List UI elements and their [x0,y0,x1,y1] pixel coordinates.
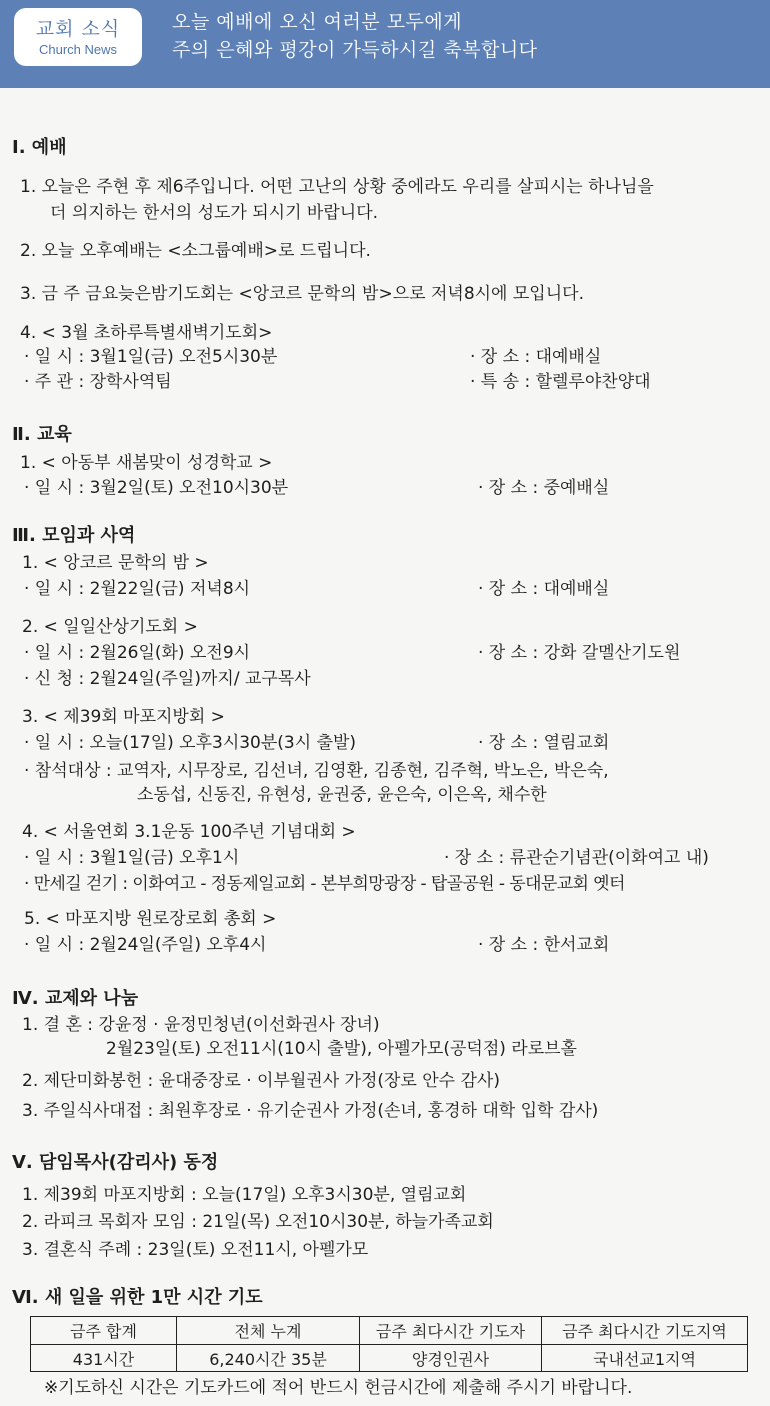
prayer-table-value-row [31,1345,748,1372]
section-worship-title: Ⅰ. 예배 [12,137,67,158]
meeting-item-3-attendees: · 참석대상 : 교역자, 시무장로, 김선녀, 김영환, 김종현, 김주혁, 박노은, 박은숙, [24,761,609,781]
badge-title-ko: 교회 소식 [35,18,121,40]
meeting-item-5-date: · 일 시 : 2월24일(주일) 오후4시 [24,935,267,955]
section-meetings-title: Ⅲ. 모임과 사역 [12,525,136,546]
prayer-note: ※기도하신 시간은 기도카드에 적어 반드시 헌금시간에 제출해 주시기 바랍니다. [44,1378,633,1398]
meeting-item-4-date: · 일 시 : 3월1일(금) 오후1시 [24,848,240,868]
badge-title-en: Church News [38,42,118,57]
fellowship-item-1: 1. 결 혼 : 강윤정 · 윤정민청년(이선화권사 장녀) [22,1015,380,1035]
section-pastor-title: Ⅴ. 담임목사(감리사) 동정 [12,1152,219,1173]
fellowship-item-1-cont: 2월23일(토) 오전11시(10시 출발), 아펠가모(공덕점) 라로브홀 [106,1039,577,1059]
worship-item-4-host: · 주 관 : 장학사역팀 [24,372,172,392]
prayer-header-weekly-total: 금주 합계 [31,1317,177,1345]
prayer-weekly-total: 431시간 [31,1345,177,1372]
meeting-item-1-date: · 일 시 : 2월22일(금) 저녁8시 [24,579,251,599]
meeting-item-4-place: · 장 소 : 류관순기념관(이화여고 내) [444,848,709,868]
meeting-item-5: 5. < 마포지방 원로장로회 총회 > [24,909,277,929]
prayer-header-top-person: 금주 최다시간 기도자 [360,1317,542,1345]
section-education-title: Ⅱ. 교육 [12,424,72,445]
pastor-item-1: 1. 제39회 마포지방회 : 오늘(17일) 오후3시30분, 열림교회 [22,1185,467,1205]
prayer-header-top-region: 금주 최다시간 기도지역 [542,1317,748,1345]
pastor-item-2: 2. 라피크 목회자 모임 : 21일(목) 오전10시30분, 하늘가족교회 [22,1212,494,1232]
prayer-summary-table [30,1316,748,1372]
education-item-1: 1. < 아동부 새봄맞이 성경학교 > [20,453,273,473]
worship-item-4-date: · 일 시 : 3월1일(금) 오전5시30분 [24,347,278,367]
prayer-cumulative: 6,240시간 35분 [177,1345,360,1372]
worship-item-1: 1. 오늘은 주현 후 제6주입니다. 어떤 고난의 상황 중에라도 우리를 살피시는 하나님을 [20,177,654,197]
pastor-item-3: 3. 결혼식 주례 : 23일(토) 오전11시, 아펠가모 [22,1240,369,1260]
church-news-badge [14,8,142,66]
section-fellowship-title: Ⅳ. 교제와 나눔 [12,988,139,1009]
education-item-1-place: · 장 소 : 중예배실 [478,478,610,498]
greeting-line-2: 주의 은혜와 평강이 가득하시길 축복합니다 [172,39,538,61]
meeting-item-1: 1. < 앙코르 문학의 밤 > [22,553,209,573]
meeting-item-2: 2. < 일일산상기도회 > [22,617,198,637]
worship-item-3: 3. 금 주 금요늦은밤기도회는 <앙코르 문학의 밤>으로 저녁8시에 모입니다. [20,284,584,304]
meeting-item-3-place: · 장 소 : 열림교회 [478,733,610,753]
fellowship-item-3: 3. 주일식사대접 : 최원후장로 · 유기순권사 가정(손녀, 홍경하 대학 입학 감사) [22,1101,599,1121]
meeting-item-5-place: · 장 소 : 한서교회 [478,935,610,955]
worship-item-2: 2. 오늘 오후예배는 <소그룹예배>로 드립니다. [20,241,371,261]
greeting-message [172,8,538,64]
worship-item-4: 4. < 3월 초하루특별새벽기도회> [20,323,273,343]
worship-item-1-cont: 더 의지하는 한서의 성도가 되시기 바랍니다. [50,203,379,223]
education-item-1-date: · 일 시 : 3월2일(토) 오전10시30분 [24,478,289,498]
prayer-header-cumulative: 전체 누계 [177,1317,360,1345]
meeting-item-3-attendees-cont: 소동섭, 신동진, 유현성, 윤권중, 윤은숙, 이은옥, 채수한 [137,785,547,805]
greeting-line-1: 오늘 예배에 오신 여러분 모두에게 [172,11,463,33]
meeting-item-1-place: · 장 소 : 대예배실 [478,579,610,599]
meeting-item-3-date: · 일 시 : 오늘(17일) 오후3시30분(3시 출발) [24,733,357,753]
meeting-item-4-walk: · 만세길 걷기 : 이화여고 - 정동제일교회 - 본부희망광장 - 탑골공원 - 동대문교회 옛터 [24,874,625,894]
prayer-top-region: 국내선교1지역 [542,1345,748,1372]
meeting-item-4: 4. < 서울연회 3.1운동 100주년 기념대회 > [22,822,356,842]
meeting-item-2-apply: · 신 청 : 2월24일(주일)까지/ 교구목사 [24,669,311,689]
worship-item-4-music: · 특 송 : 할렐루야찬양대 [470,372,651,392]
header-bar [0,0,770,88]
prayer-table-header-row [31,1317,748,1345]
meeting-item-3: 3. < 제39회 마포지방회 > [22,707,225,727]
worship-item-4-place: · 장 소 : 대예배실 [470,347,602,367]
prayer-top-person: 양경인권사 [360,1345,542,1372]
fellowship-item-2: 2. 제단미화봉헌 : 윤대중장로 · 이부월권사 가정(장로 안수 감사) [22,1071,500,1091]
meeting-item-2-place: · 장 소 : 강화 갈멜산기도원 [478,643,681,663]
section-prayer-title: Ⅵ. 새 일을 위한 1만 시간 기도 [12,1287,263,1308]
meeting-item-2-date: · 일 시 : 2월26일(화) 오전9시 [24,643,251,663]
